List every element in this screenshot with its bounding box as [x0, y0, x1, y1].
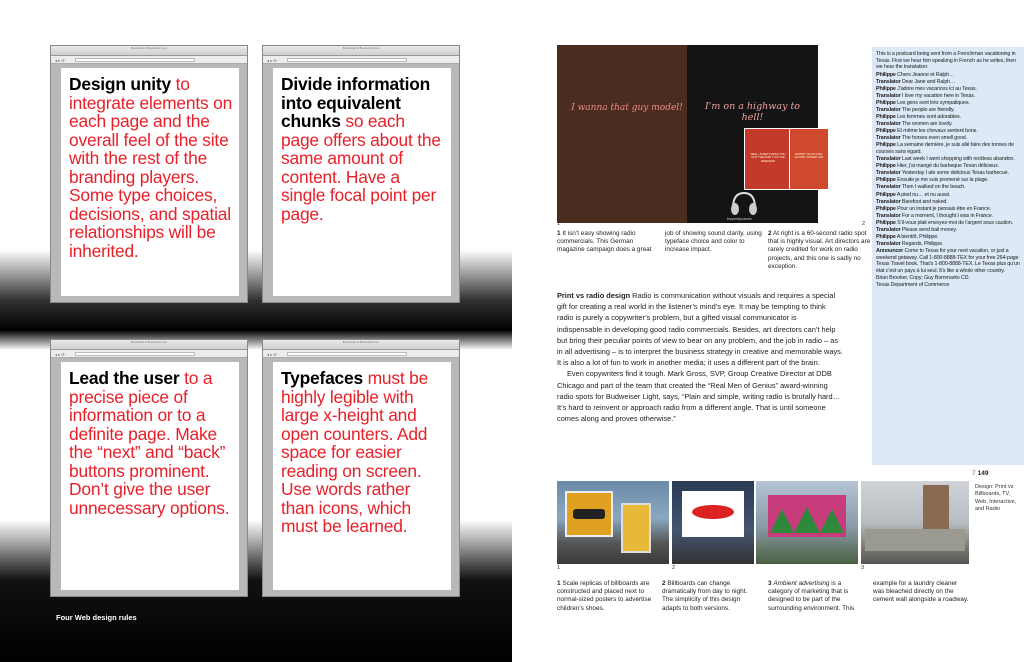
speaker-name: Philippe [876, 142, 896, 149]
speaker-name: Announcer [876, 248, 904, 255]
line-text: Last week I went shopping with reckless abandon. [900, 156, 1015, 163]
line-text: Yesterday I ate some delicious Texas barbecue. [900, 170, 1009, 177]
web-mockup-lead-the-user [50, 339, 248, 597]
line-text: Chers Jeanne et Ralph… [895, 71, 955, 78]
script-line [876, 220, 1020, 227]
speaker-name: Translator [876, 78, 901, 85]
browser-toolbar [263, 350, 459, 358]
ad-photo-brown [557, 45, 697, 223]
script-line [876, 227, 1020, 234]
line-text: A bientôt, Philippe. [895, 234, 939, 241]
script-line [876, 234, 1020, 241]
nav-buttons-icon: ◂ ▸ ⟳ [267, 352, 277, 357]
billboard-photo-ambient [756, 481, 858, 564]
speaker-name: Translator [876, 241, 901, 248]
line-text: Et même les chevaux sentent bons. [895, 128, 978, 135]
radio-script-sidebar [872, 47, 1024, 465]
browser-toolbar [51, 350, 247, 358]
figure-number: 1 [557, 221, 561, 227]
section-label: Design: Print vs Billboards, TV, Web, Interactive, and Radio [975, 484, 1017, 512]
billboard-caption-1: 1 Scale replicas of billboards are constructed and placed next to normal-sized posters to advertise children’s shoes. [557, 580, 652, 612]
ad-card-red-2: HOWDY, I'M ON FULL HOUSE TURNED OFF [789, 128, 829, 190]
script-line [876, 107, 1020, 114]
script-line [876, 156, 1020, 163]
script-line [876, 142, 1020, 155]
line-text: Hier, j’ai mangé du barbeque Texan délicieux. [895, 163, 1000, 170]
nav-buttons-icon: ◂ ▸ ⟳ [267, 58, 277, 63]
speaker-name: Philippe [876, 177, 896, 184]
address-bar [75, 352, 195, 356]
mockup-content [61, 362, 239, 590]
speaker-name: Translator [876, 170, 901, 177]
script-line [876, 163, 1020, 170]
billboard-graphic [692, 505, 734, 519]
script-line [876, 192, 1020, 199]
line-text: Dear Jane and Ralph… [900, 78, 956, 85]
mockup-text: Design unity to integrate elements on each page and the overall feel of the site with the rest of the branding players. Some type choices, decisions, and spatial relationships will be inherited. [69, 74, 233, 261]
speaker-name: Philippe [876, 219, 896, 226]
address-bar [287, 352, 407, 356]
speaker-name: Philippe [876, 128, 896, 135]
nav-buttons-icon: ◂ ▸ ⟳ [55, 352, 65, 357]
browser-titlebar: Bookshelf & Bookshelf.com [263, 46, 459, 56]
billboard-caption-4: example for a laundry cleaner was bleached directly on the cement wall alongside a roadway. [873, 580, 969, 604]
script-line [876, 248, 1020, 274]
script-line [876, 86, 1020, 93]
billboard-photo-night [672, 481, 754, 564]
mockup-content [273, 68, 451, 296]
tree-graphic-icon [770, 503, 844, 533]
script-line [876, 282, 1020, 289]
line-text: S’il-vous plait envoyez-moi de l’argent sous caution. [895, 219, 1013, 226]
line-text: The women are lovely. [900, 121, 953, 128]
page-number: 7 149 [972, 470, 989, 477]
line-text: Please send bail money. [900, 226, 957, 233]
ad-card-red-1: WELL, ALWAYS WISH YOU GOT THE PARTY ON THE WEEKEND [744, 128, 792, 190]
script-line [876, 121, 1020, 128]
figure-caption: Four Web design rules [56, 613, 137, 622]
body-text [557, 290, 843, 424]
speaker-name: Philippe [876, 85, 896, 92]
line-text: Come to Texas for your next vacation, or just a weekend getaway. Call 1-800-8888-TEX for your free 264-page Texas Travel book. That’s 1-800-8888-TEX. Le Texas plus qu’un état c’est un pays à lui seul. It’s like a whole other country. [876, 248, 1020, 274]
script-line [876, 177, 1020, 184]
script-line [876, 275, 1020, 282]
line-text: For a moment, I thought I was in France. [900, 212, 993, 219]
speaker-name: Translator [876, 198, 901, 205]
line-text: The horses even smell good. [900, 135, 967, 142]
mockup-text: Typefaces must be highly legible with large x-height and open counters. Add space for easier reading on screen. Use words rather than icons, which must be learned. [281, 368, 429, 536]
script-line [876, 114, 1020, 121]
headphones-icon [729, 190, 759, 216]
line-text: Brian Brooker, Copy; Guy Bommarito CD. [876, 274, 970, 281]
speaker-name: Translator [876, 212, 901, 219]
address-bar [75, 58, 195, 62]
ad-headline: I wanna that guy model! [571, 103, 683, 113]
mockup-content [61, 68, 239, 296]
sidebar-intro: This is a postcard being sent from a Frenchman vacationing in Texas. First we hear him speaking in French as he writes, then we hear the translation: [876, 51, 1016, 70]
caption-2: 2 At right is a 60-second radio spot that is highly visual. Art directors are rarely credited for work on radio projects, and this one is sadly no exception. [768, 230, 871, 270]
browser-titlebar: Bookshelf & Bookshelf.com [51, 46, 247, 56]
line-text: Then I walked on the beach. [900, 184, 966, 191]
speaker-name: Translator [876, 92, 901, 99]
line-text: Les femmes sont adorables. [895, 114, 961, 121]
script-line [876, 184, 1020, 191]
web-mockup-divide-information [262, 45, 460, 303]
script-line [876, 79, 1020, 86]
figure-number: 2 [672, 565, 676, 571]
paragraph: Print vs radio design Radio is communication without visuals and requires a special gift for creating a real world in the listener’s mind’s eye. It may be tempting to think radio is purely a copywriter’s problem, but a gifted visual communicator is indispensable in developing good radio commercials. Besides, art directors can’t help but bring their peculiar points of view to bear on any problem, and the job in radio – as in all advertising – is to interpret the business strategy in creative and memorable ways. It is also a lot of fun to work in another media; it uses a different part of the brain. [557, 291, 843, 368]
line-text: Regards, Philippe. [900, 241, 944, 248]
speaker-name: Translator [876, 106, 901, 113]
speaker-name: Philippe [876, 163, 896, 170]
shoe-image [573, 509, 605, 519]
script-line [876, 213, 1020, 220]
billboard-caption-2: 2 Billboards can change dramatically from day to night. The simplicity of this design adapts to both versions. [662, 580, 748, 612]
web-mockup-design-unity [50, 45, 248, 303]
script-line [876, 241, 1020, 248]
paragraph: Even copywriters find it tough. Mark Gross, SVP, Group Creative Director at DDB Chicago and part of the team that created the “Real Men of Genius” award-winning radio spots for Budweiser Light, says, “Plain and simple, writing radio is brutally hard… It’s hard to reinvent or approach radio from a different angle. That is until someone comes along and proves otherwise.” [557, 369, 841, 424]
figure-number: 1 [557, 565, 561, 571]
speaker-name: Translator [876, 135, 901, 142]
script-line [876, 72, 1020, 79]
speaker-name: Philippe [876, 71, 896, 78]
browser-titlebar: Bookshelf & Bookshelf.com [51, 340, 247, 350]
speaker-name: Translator [876, 156, 901, 163]
script-line [876, 206, 1020, 213]
web-mockup-typefaces [262, 339, 460, 597]
sidebar-lines [876, 72, 1020, 289]
browser-toolbar [263, 56, 459, 64]
speaker-name: Philippe [876, 99, 896, 106]
billboard-caption-3: 3 Ambient advertising is a category of marketing that is designed to be part of the surrounding environment. This [768, 580, 855, 612]
billboard-photo-shoes [557, 481, 669, 564]
speaker-name: Philippe [876, 234, 896, 241]
speaker-name: Translator [876, 226, 901, 233]
line-text: Les gens sont très sympatiques. [895, 99, 970, 106]
browser-titlebar: Bookshelf & Bookshelf.com [263, 340, 459, 350]
mockup-text: Divide information into equivalent chunks so each page offers about the same amount of content. Have a single focal point per page. [281, 74, 441, 224]
line-text: Ensuite je me suis promené sur la plage. [895, 177, 989, 184]
line-text: Texas Department of Commerce [876, 281, 950, 288]
script-line [876, 199, 1020, 206]
poster-sign [621, 503, 651, 553]
script-line [876, 135, 1020, 142]
brand-logo: bayerdynamic [727, 216, 752, 221]
script-line [876, 100, 1020, 107]
figure-number: 3 [861, 565, 865, 571]
line-text: J’adore mes vacances ici au Texas. [895, 85, 977, 92]
line-text: The people are friendly. [900, 106, 955, 113]
mockup-text: Lead the user to a precise piece of information or to a definite page. Make the “next” and “back” buttons prominent. Don’t give the user unnecessary options. [69, 368, 230, 518]
script-line [876, 128, 1020, 135]
speaker-name: Philippe [876, 205, 896, 212]
nav-buttons-icon: ◂ ▸ ⟳ [55, 58, 65, 63]
figure-number: 2 [862, 221, 866, 227]
speaker-name: Philippe [876, 114, 896, 121]
line-text: Barefoot and naked. [900, 198, 948, 205]
cement-wall [865, 529, 965, 551]
address-bar [287, 58, 407, 62]
line-text: Pour un instant je pensais être en France. [895, 205, 991, 212]
caption-1: 1 It isn’t easy showing radio commercials. This German magazine campaign does a great job of showing sound clarity, using typeface choice and color to increase impact. [557, 230, 762, 254]
line-text: I love my vacation here in Texas. [900, 92, 976, 99]
script-line [876, 170, 1020, 177]
line-text: La semaine dernière, je suis allé faire des tonnes de courses sans égard. [876, 142, 1014, 155]
speaker-name: Translator [876, 184, 901, 191]
right-page [512, 0, 1024, 662]
speaker-name: Philippe [876, 191, 896, 198]
browser-toolbar [51, 56, 247, 64]
mockup-content [273, 362, 451, 590]
script-line [876, 93, 1020, 100]
building [923, 485, 949, 533]
billboard-photo-wall [861, 481, 969, 564]
ad-headline: I'm on a highway to hell! [704, 101, 800, 123]
speaker-name: Translator [876, 121, 901, 128]
line-text: A pied nu… et nu aussi. [895, 191, 951, 198]
